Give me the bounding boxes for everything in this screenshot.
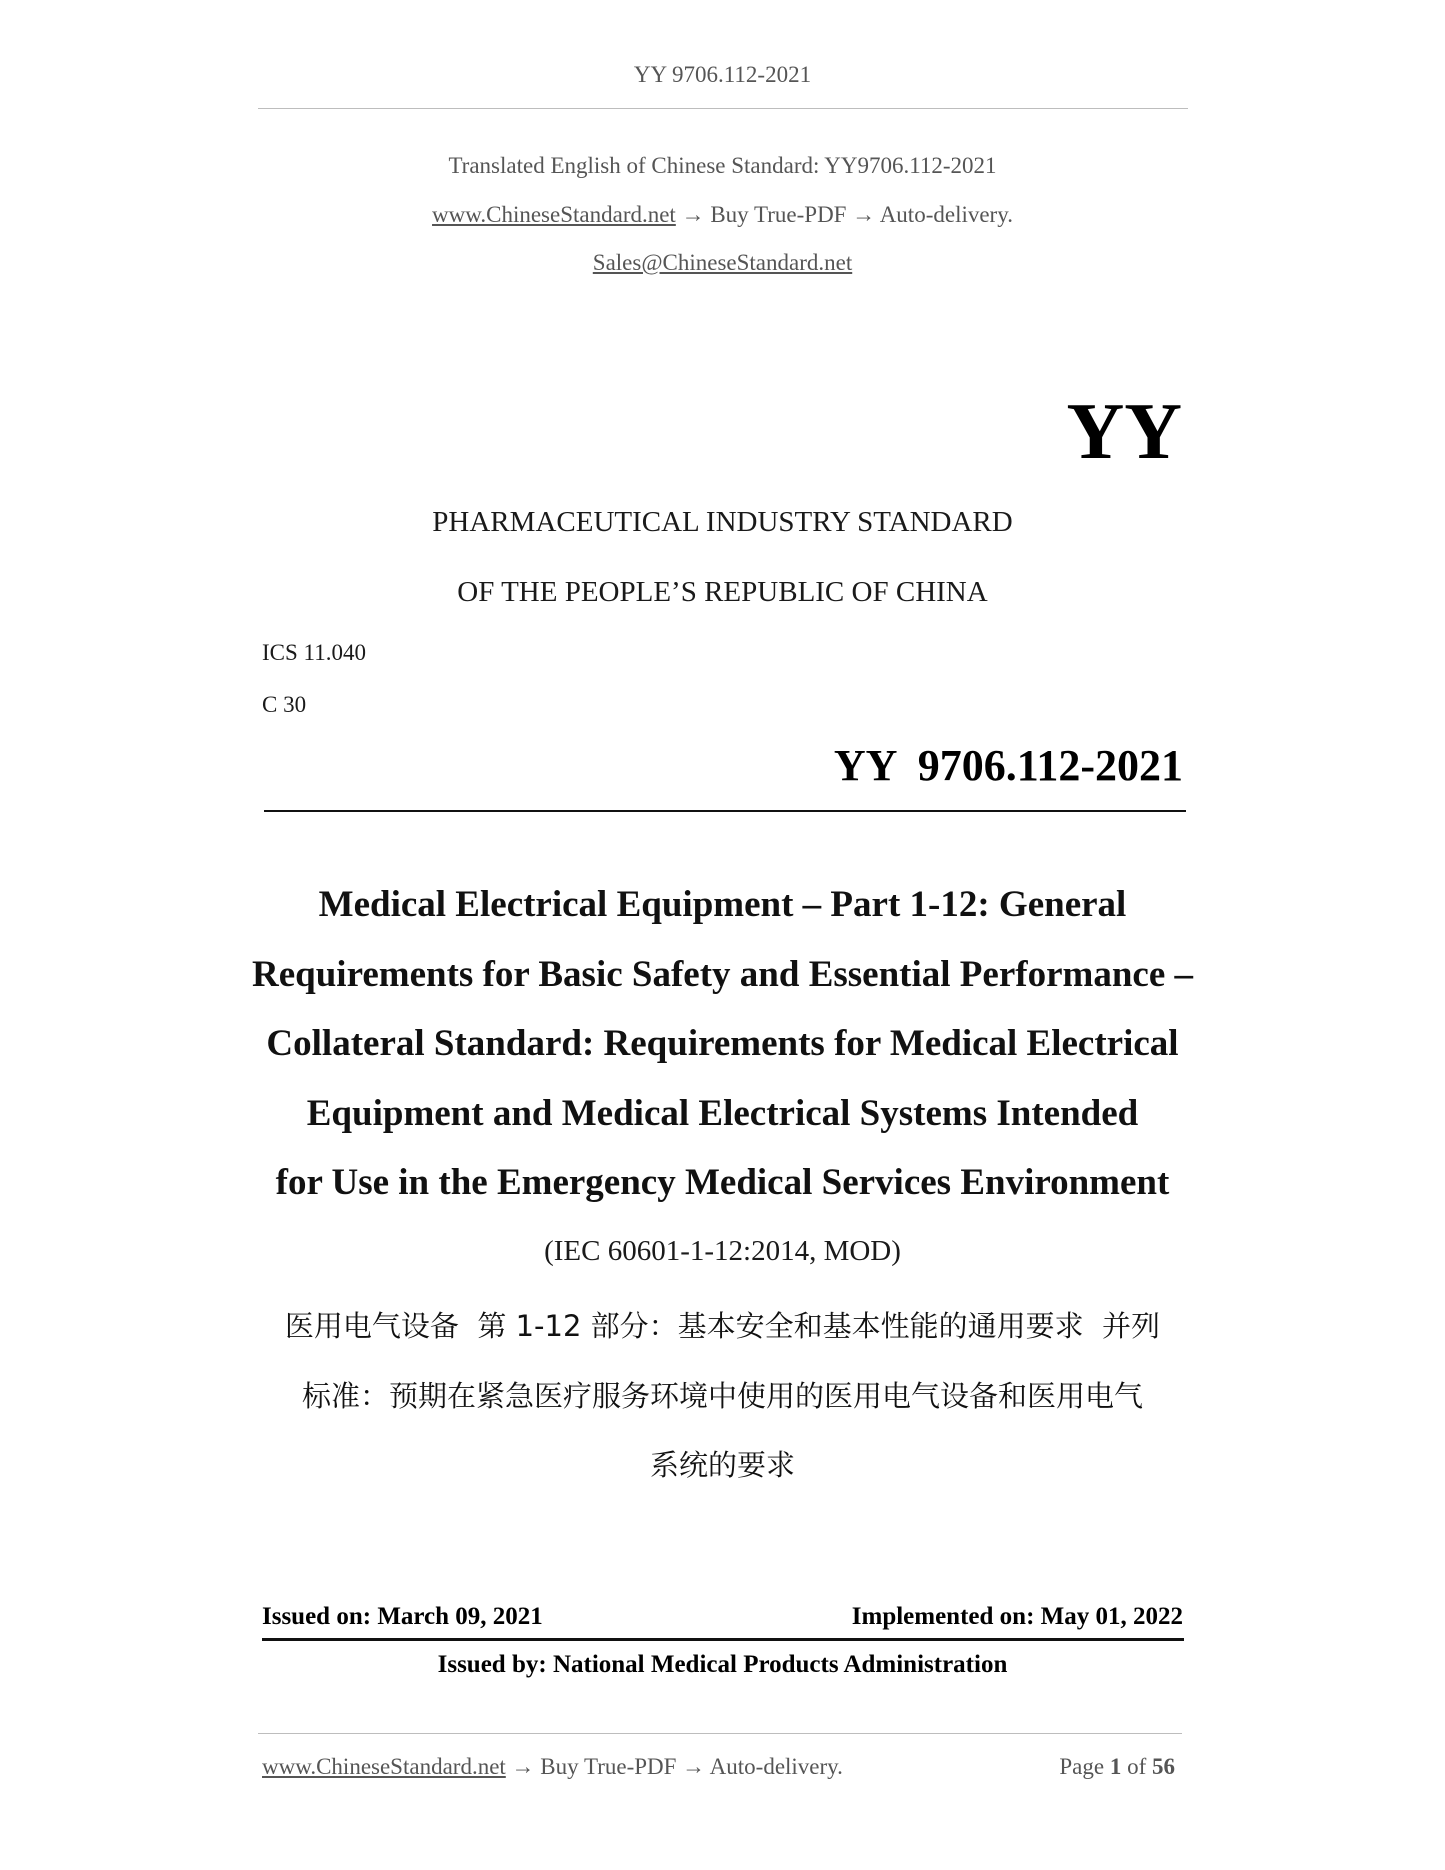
footer-site-link[interactable]: www.ChineseStandard.net — [262, 1754, 506, 1779]
title-line-4: Equipment and Medical Electrical Systems Intended — [306, 1093, 1139, 1134]
header-email-line — [0, 250, 1445, 276]
header-promo-text: → Buy True-PDF → Auto-delivery. — [681, 202, 1013, 227]
standard-mark: YY — [1066, 388, 1182, 476]
issuing-authority: Issued by: National Medical Products Administration — [437, 1651, 1008, 1678]
translated-notice: Translated English of Chinese Standard: YY9706.112-2021 — [448, 153, 997, 178]
footer-promo-line — [262, 1754, 843, 1780]
number-rule — [264, 810, 1186, 812]
footer-divider — [258, 1733, 1182, 1734]
header-site-link[interactable]: www.ChineseStandard.net — [432, 202, 676, 227]
title-line-2: Requirements for Basic Safety and Essential Performance – — [252, 954, 1193, 995]
iec-equivalence: (IEC 60601-1-12:2014, MOD) — [544, 1235, 901, 1267]
standard-type-line-1: PHARMACEUTICAL INDUSTRY STANDARD — [432, 506, 1013, 538]
footer-promo-text: → Buy True-PDF → Auto-delivery. — [511, 1754, 843, 1779]
of-word: of — [1127, 1754, 1147, 1779]
header-divider — [258, 108, 1188, 109]
ics-code: ICS 11.040 — [262, 640, 366, 665]
page-indicator — [1059, 1754, 1175, 1780]
title-line-1: Medical Electrical Equipment – Part 1-12: General — [318, 884, 1127, 925]
chinese-title-line-3: 系统的要求 — [649, 1448, 795, 1482]
standard-type-line-2: OF THE PEOPLE’S REPUBLIC OF CHINA — [457, 576, 988, 608]
chinese-title-line-1: 医用电气设备 第 1-12 部分：基本安全和基本性能的通用要求 并列 — [284, 1309, 1161, 1343]
title-line-3: Collateral Standard: Requirements for Medical Electrical — [266, 1023, 1179, 1064]
page-total: 56 — [1152, 1754, 1175, 1779]
running-header-title: YY 9706.112-2021 — [633, 62, 812, 87]
dates-rule — [262, 1638, 1184, 1641]
ccs-code: C 30 — [262, 692, 307, 717]
sales-email-link[interactable]: Sales@ChineseStandard.net — [592, 250, 853, 275]
implemented-on-date: Implemented on: May 01, 2022 — [851, 1603, 1183, 1630]
header-promo-line — [0, 202, 1445, 228]
standard-number: YY 9706.112-2021 — [833, 741, 1183, 790]
page-number: 1 — [1109, 1754, 1122, 1779]
page-word: Page — [1059, 1754, 1105, 1779]
issued-on-date: Issued on: March 09, 2021 — [262, 1603, 543, 1630]
chinese-title-line-2: 标准：预期在紧急医疗服务环境中使用的医用电气设备和医用电气 — [301, 1379, 1143, 1413]
title-line-5: for Use in the Emergency Medical Services Environment — [275, 1162, 1170, 1203]
